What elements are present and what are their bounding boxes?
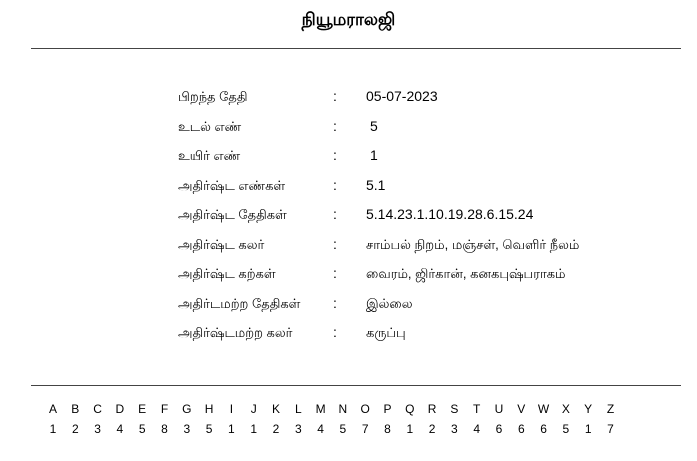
letter: R [427,402,437,416]
letter: X [561,402,570,416]
letter-number: 1 [584,422,592,436]
letter-number: 2 [71,422,79,436]
letter: M [315,402,326,416]
letter: B [71,402,80,416]
detail-label: பிறந்த தேதி [178,89,248,104]
detail-value: வைரம், ஜிர்கான், கனகபுஷ்பராகம் [366,266,566,281]
letter-cell [156,399,174,439]
detail-separator: : [333,294,337,311]
letter-cell [602,399,620,439]
letter: O [360,402,370,416]
detail-label: அதிர்ஷ்ட கற்கள் [178,266,276,281]
detail-separator: : [333,88,337,104]
letter: E [138,402,147,416]
letter-cell [44,399,62,439]
letter-number: 2 [428,422,436,436]
detail-value: 05-07-2023 [366,88,438,104]
detail-row-soul-number [178,141,638,171]
detail-label: அதிர்ஷ்ட தேதிகள் [178,207,287,222]
letter-cell [66,399,84,439]
letter-cell [111,399,129,439]
letter-number: 6 [540,422,547,436]
letter: D [115,402,125,416]
letter-number: 1 [406,422,414,436]
letter: T [473,402,481,416]
detail-label: உயிர் எண் [178,148,241,163]
letter-number: 5 [339,422,347,436]
bottom-divider [31,385,681,386]
letter-number: 4 [116,422,124,436]
letter: Y [584,402,593,416]
detail-label: உடல் எண் [178,118,242,134]
letter-cell [267,399,285,439]
letter-number: 6 [495,422,503,436]
letter: Q [405,402,415,416]
letter-cell [289,399,307,439]
detail-row-lucky-colors [178,230,638,260]
letter: F [160,402,169,416]
detail-label: அதிர்ஷ்ட கலர் [178,236,265,252]
detail-separator: : [333,265,337,281]
letter: K [271,402,280,416]
letter-cell [133,399,151,439]
letter: L [294,402,302,416]
detail-value: 1 [370,147,378,163]
detail-row-lucky-stones [178,259,638,289]
letter-number: 4 [317,422,324,436]
letter-cell [535,399,553,439]
letter: A [48,402,57,416]
letter-number: 1 [250,422,258,436]
letter: Z [606,402,615,416]
letter-cell [312,399,330,439]
letter-cell [222,399,240,439]
detail-value: கருப்பு [366,325,406,340]
letter-number: 3 [183,422,191,436]
letter: C [93,402,102,416]
top-divider [31,48,681,49]
detail-row-body-number [178,112,638,142]
letter-cell [200,399,218,439]
letter: G [182,402,192,416]
letter-number: 1 [228,422,235,436]
letter-number: 7 [361,422,369,436]
letter: J [250,402,257,416]
letter: N [338,402,348,416]
letter-number: 3 [451,422,458,436]
letter-cell [245,399,263,439]
detail-value: இல்லை [366,295,413,311]
letter: I [229,402,234,416]
letter-number: 8 [161,422,168,436]
detail-separator: : [333,324,337,340]
letter-cell [490,399,508,439]
letter-number: 4 [473,422,481,436]
letter-number: 5 [562,422,570,436]
letter-cell [178,399,196,439]
letter-number: 7 [607,422,614,436]
detail-separator: : [333,117,337,134]
letter: P [383,402,392,416]
letter-cell [356,399,374,439]
detail-value: சாம்பல் நிறம், மஞ்சள், வெளிர் நீலம் [366,236,580,252]
letter-cell [423,399,441,439]
letter: U [494,402,504,416]
letter: V [517,402,526,416]
numerology-details [178,82,638,348]
letter-number: 1 [49,422,57,436]
letter-cell [379,399,397,439]
detail-label: அதிர்ஷ்டமற்ற கலர் [178,325,293,340]
letter-cell [512,399,530,439]
detail-label: அதிர்டமற்ற தேதிகள் [178,295,301,311]
detail-row-lucky-dates [178,200,638,230]
detail-value: 5 [370,117,378,134]
letter: H [204,402,214,416]
detail-separator: : [333,147,337,163]
detail-row-lucky-numbers [178,171,638,201]
letter-number: 8 [384,422,391,436]
letter-number: 5 [205,422,213,436]
detail-value: 5.1 [366,176,386,193]
detail-row-unlucky-color [178,318,638,348]
letter-cell [557,399,575,439]
letter-cell [468,399,486,439]
letter-cell [579,399,597,439]
letter-cell [445,399,463,439]
letter-cell [334,399,352,439]
letter-cell [89,399,107,439]
letter-number: 3 [94,422,101,436]
detail-separator: : [333,206,337,222]
letter: S [450,402,459,416]
letter-number: 3 [294,422,302,436]
detail-row-unlucky-dates [178,289,638,319]
detail-value: 5.14.23.1.10.19.28.6.15.24 [366,206,534,222]
detail-separator: : [333,176,337,193]
letter: W [537,402,550,416]
detail-row-birth-date [178,82,638,112]
detail-label: அதிர்ஷ்ட எண்கள் [178,177,286,193]
detail-separator: : [333,235,337,252]
letter-cell [401,399,419,439]
letter-number: 2 [272,422,280,436]
letter-number: 5 [138,422,146,436]
page-title: நியூமராலஜி [301,10,396,29]
letter-number: 6 [517,422,525,436]
